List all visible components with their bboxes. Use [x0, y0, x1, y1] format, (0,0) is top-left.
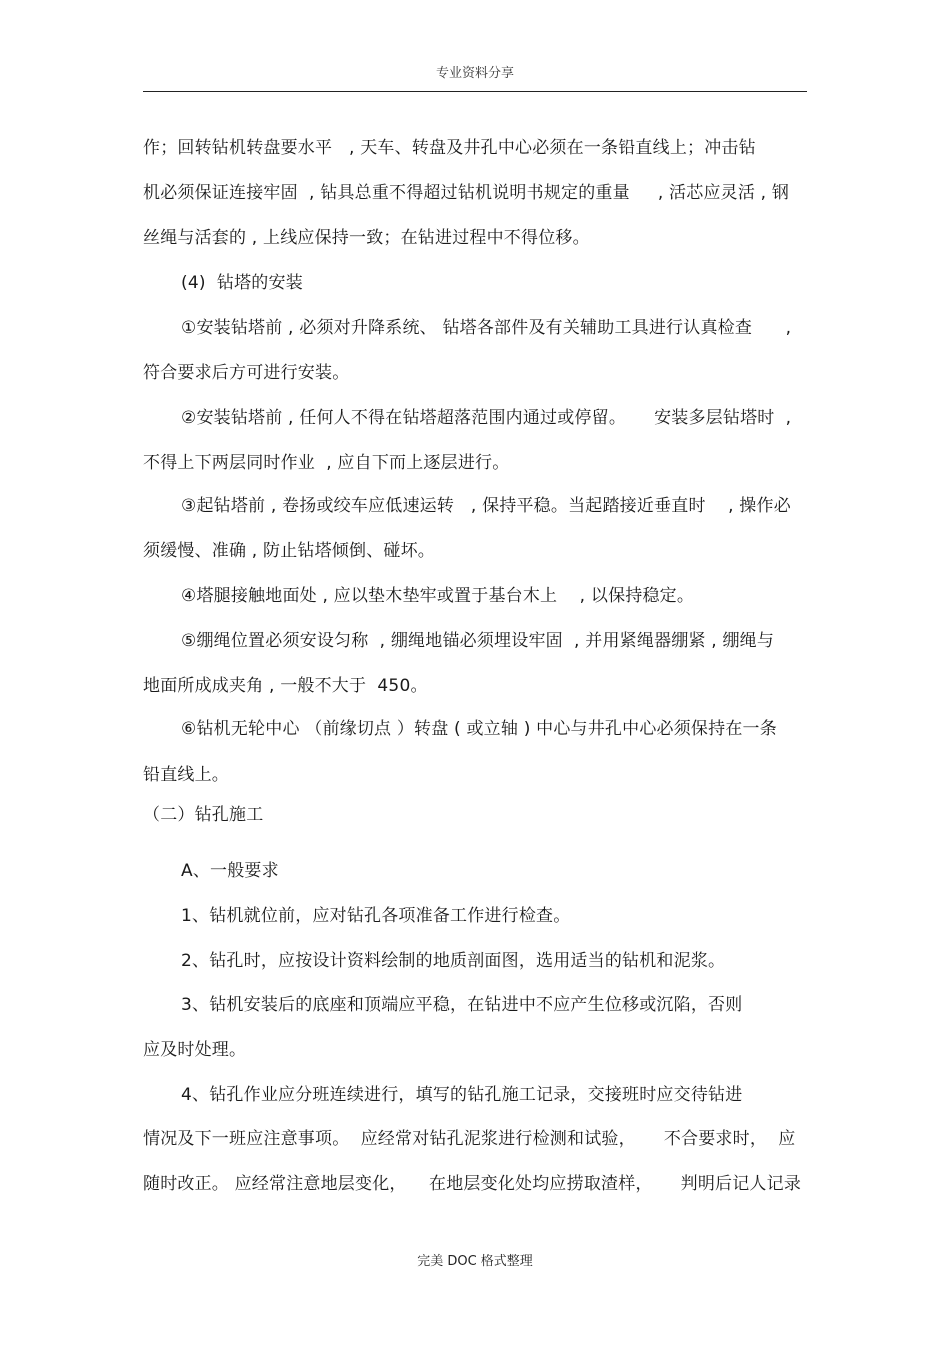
text-line: 铅直线上。 — [143, 765, 229, 785]
text-line: 丝绳与活套的 , 上线应保持一致；在钻进过程中不得位移。 — [143, 228, 590, 248]
text-line: 不得上下两层同时作业 , 应自下而上逐层进行。 — [143, 453, 510, 473]
list-item: 4、钻孔作业应分班连续进行，填写的钻孔施工记录，交接班时应交待钻进 — [181, 1085, 743, 1105]
text-line: 地面所成成夹角 , 一般不大于 450。 — [143, 676, 428, 696]
text-line: ⑥钻机无轮中心 （前缘切点 ）转盘 ( 或立轴 ) 中心与井孔中心必须保持在一条 — [181, 719, 777, 739]
header-divider — [143, 91, 807, 92]
list-item: 2、钻孔时，应按设计资料绘制的地质剖面图，选用适当的钻机和泥浆。 — [181, 951, 726, 971]
text-line: ⑤绷绳位置必须安设匀称 , 绷绳地锚必须埋设牢固 , 并用紧绳器绷紧 , 绷绳与 — [181, 631, 775, 651]
text-line: 机必须保证连接牢固 , 钻具总重不得超过钻机说明书规定的重量 , 活芯应灵活 , 钢 — [143, 183, 790, 203]
page-footer: 完美 DOC 格式整理 — [417, 1254, 533, 1269]
list-item: 1、钻机就位前，应对钻孔各项准备工作进行检查。 — [181, 906, 571, 926]
list-item: 3、钻机安装后的底座和顶端应平稳，在钻进中不应产生位移或沉陷，否则 — [181, 995, 743, 1015]
text-line: 符合要求后方可进行安装。 — [143, 363, 350, 383]
text-line: ④塔腿接触地面处 , 应以垫木垫牢或置于基台木上 , 以保持稳定。 — [181, 586, 695, 606]
text-line: 随时改正。 应经常注意地层变化， 在地层变化处均应捞取渣样， 判明后记人记录 — [143, 1174, 802, 1194]
page-header: 专业资料分享 — [435, 66, 514, 81]
text-line: ③起钻塔前 , 卷扬或绞车应低速运转 , 保持平稳。当起踏接近垂直时 , 操作必 — [181, 496, 791, 516]
text-line: 须缓慢、准确 , 防止钻塔倾倒、碰坏。 — [143, 541, 436, 561]
subsection-heading: A、一般要求 — [181, 861, 279, 881]
text-line: 应及时处理。 — [143, 1040, 247, 1060]
section-heading: （二）钻孔施工 — [143, 805, 264, 825]
text-line: ①安装钻塔前 , 必须对升降系统、 钻塔各部件及有关辅助工具进行认真检查 , — [181, 318, 792, 338]
text-line: 情况及下一班应注意事项。 应经常对钻孔泥浆进行检测和试验， 不合要求时， 应 — [143, 1129, 796, 1149]
text-line: ②安装钻塔前 , 任何人不得在钻塔超落范围内通过或停留。 安装多层钻塔时 , — [181, 408, 792, 428]
section-heading: (4) 钻塔的安装 — [181, 273, 303, 293]
text-line: 作；回转钻机转盘要水平 , 天车、转盘及井孔中心必须在一条铅直线上；冲击钻 — [143, 138, 756, 158]
